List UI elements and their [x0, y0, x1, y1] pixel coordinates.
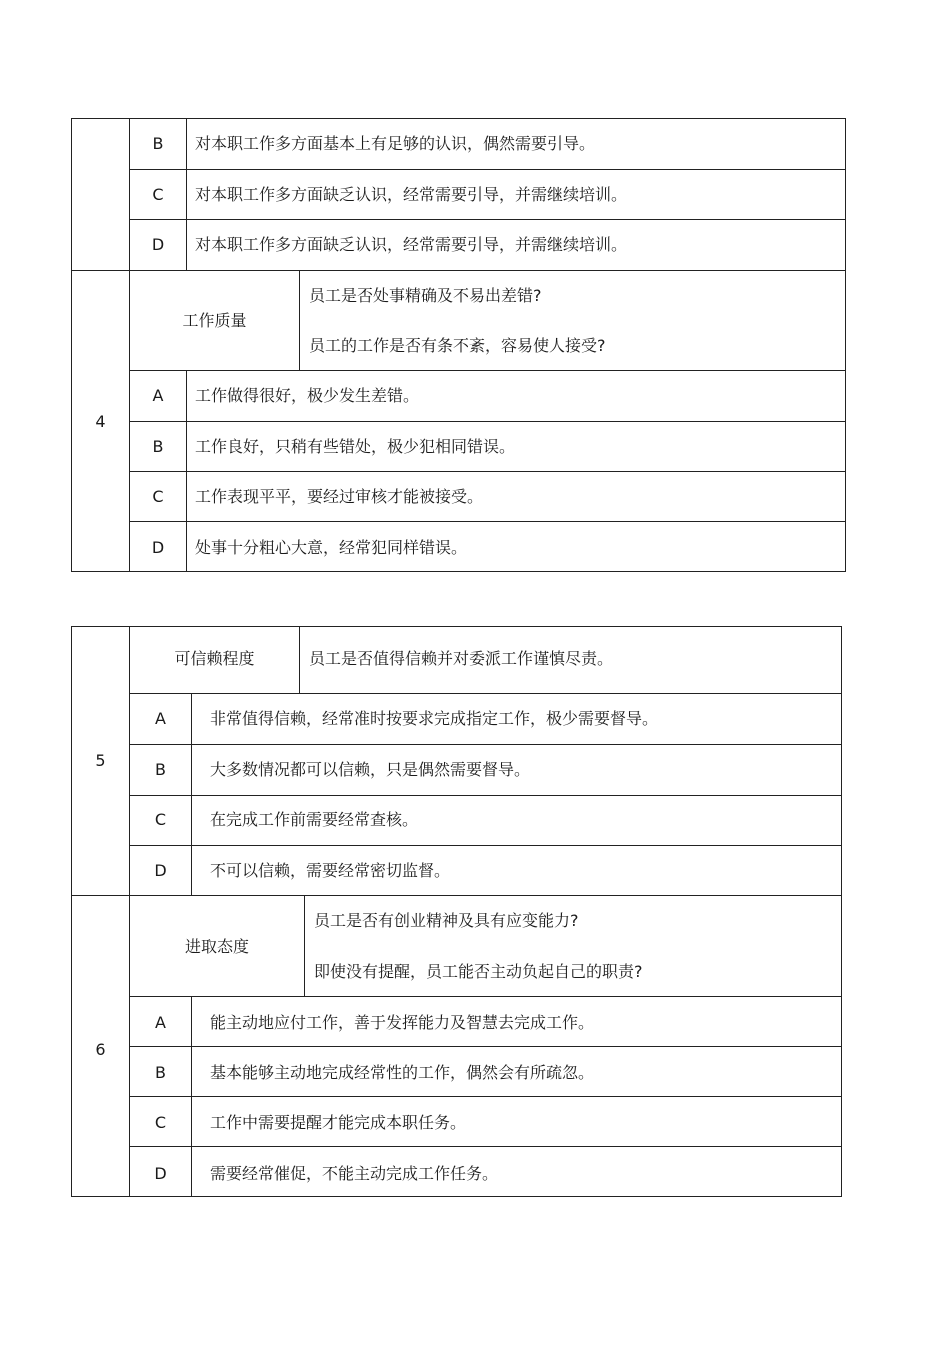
option-letter: A — [152, 386, 164, 405]
item-number: 6 — [95, 1040, 106, 1059]
item-number: 4 — [95, 412, 106, 431]
option-text: 对本职工作多方面缺乏认识，经常需要引导，并需继续培训。 — [195, 185, 628, 204]
option-text: 工作良好，只稍有些错处，极少犯相同错误。 — [195, 437, 516, 456]
option-letter: D — [154, 861, 167, 880]
option-text: 工作做得很好，极少发生差错。 — [195, 386, 420, 405]
option-letter: D — [151, 538, 165, 557]
option-text: 非常值得信赖，经常准时按要求完成指定工作，极少需要督导。 — [210, 709, 659, 728]
col-divider — [186, 118, 187, 270]
option-text: 处事十分粗心大意，经常犯同样错误。 — [195, 538, 468, 557]
row-divider — [129, 421, 846, 422]
criterion-label: 可信赖程度 — [174, 649, 255, 668]
option-letter: B — [152, 437, 164, 456]
col-divider — [304, 895, 305, 996]
row-divider — [129, 795, 842, 796]
criterion-question: 员工是否值得信赖并对委派工作谨慎尽责。 — [309, 649, 614, 668]
row-divider — [129, 1046, 842, 1047]
row-divider — [129, 845, 842, 846]
row-divider — [71, 270, 846, 271]
row-divider — [129, 219, 846, 220]
criterion-question: 员工是否处事精确及不易出差错? — [309, 286, 542, 305]
option-letter: B — [155, 760, 166, 779]
row-divider — [129, 1146, 842, 1147]
option-text: 工作表现平平，要经过审核才能被接受。 — [195, 487, 484, 506]
option-text: 在完成工作前需要经常查核。 — [210, 810, 419, 829]
row-divider — [129, 1096, 842, 1097]
option-text: 不可以信赖，需要经常密切监督。 — [210, 861, 451, 880]
option-text: 工作中需要提醒才能完成本职任务。 — [210, 1113, 467, 1132]
option-letter: C — [152, 185, 164, 204]
item-number: 5 — [95, 751, 106, 770]
criterion-label: 工作质量 — [182, 311, 247, 330]
option-text: 大多数情况都可以信赖，只是偶然需要督导。 — [210, 760, 531, 779]
col-divider — [299, 626, 300, 693]
option-text: 能主动地应付工作，善于发挥能力及智慧去完成工作。 — [210, 1013, 595, 1032]
option-letter: D — [154, 1164, 167, 1183]
option-text: 基本能够主动地完成经常性的工作，偶然会有所疏忽。 — [210, 1063, 595, 1082]
option-letter: C — [154, 810, 167, 829]
option-letter: A — [155, 1013, 166, 1032]
option-text: 对本职工作多方面基本上有足够的认识，偶然需要引导。 — [195, 134, 596, 153]
criterion-question: 员工的工作是否有条不紊，容易使人接受? — [309, 336, 606, 355]
option-letter: C — [154, 1113, 167, 1132]
option-letter: D — [151, 235, 165, 254]
row-divider — [129, 521, 846, 522]
row-divider — [129, 471, 846, 472]
option-letter: C — [152, 487, 164, 506]
col-divider — [299, 270, 300, 370]
option-letter: B — [152, 134, 164, 153]
criterion-label: 进取态度 — [184, 937, 249, 956]
row-divider — [129, 693, 842, 694]
row-divider — [71, 895, 842, 896]
row-divider — [129, 744, 842, 745]
option-text: 需要经常催促，不能主动完成工作任务。 — [210, 1164, 499, 1183]
col-divider — [191, 693, 192, 895]
option-letter: B — [155, 1063, 166, 1082]
option-letter: A — [155, 709, 166, 728]
row-divider — [129, 370, 846, 371]
row-divider — [129, 996, 842, 997]
row-divider — [129, 169, 846, 170]
criterion-question: 即使没有提醒，员工能否主动负起自己的职责? — [314, 962, 643, 981]
criterion-question: 员工是否有创业精神及具有应变能力? — [314, 911, 579, 930]
option-text: 对本职工作多方面缺乏认识，经常需要引导，并需继续培训。 — [195, 235, 628, 254]
